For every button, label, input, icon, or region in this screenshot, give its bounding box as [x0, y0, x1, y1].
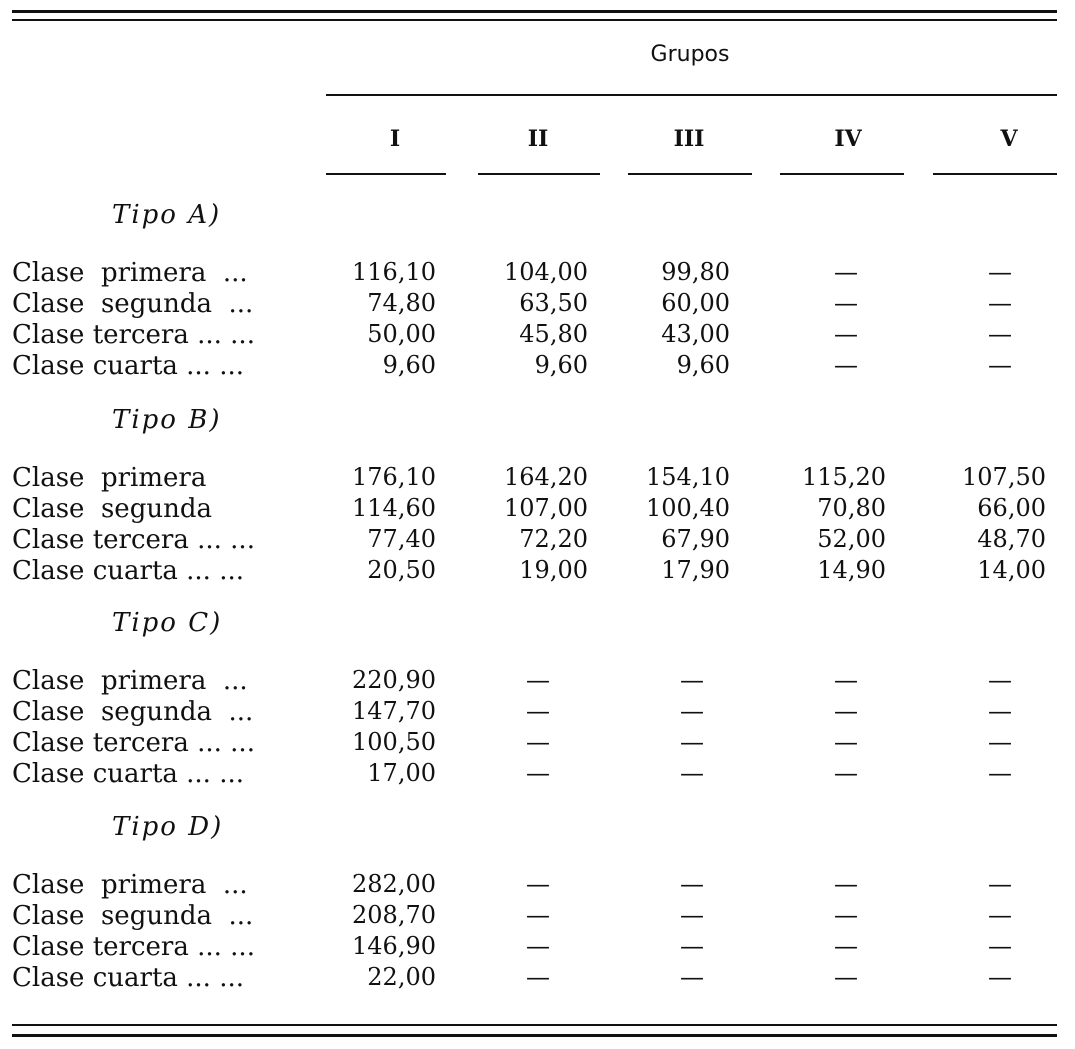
row-label: Clase segunda ...: [12, 697, 254, 727]
row-label: Clase segunda ...: [12, 289, 254, 319]
cell-group-v: —: [988, 932, 1012, 960]
cell-group-v: —: [988, 351, 1012, 379]
row-label: Clase cuarta ... ...: [12, 759, 245, 789]
cell-group-iv: 115,20: [802, 463, 886, 491]
table-row: [0, 289, 1075, 319]
cell-group-iv: —: [834, 351, 858, 379]
cell-group-iii: —: [680, 963, 704, 991]
top-rule-thick: [12, 10, 1057, 13]
groups-header: Grupos: [650, 42, 730, 67]
cell-group-iii: 100,40: [646, 494, 730, 522]
table-row: [0, 728, 1075, 758]
cell-group-v: 107,50: [962, 463, 1046, 491]
column-header-i: I: [389, 126, 401, 152]
groups-span-rule: [326, 94, 1057, 96]
table-row: [0, 258, 1075, 288]
column-rule-iii: [628, 173, 752, 175]
cell-group-v: —: [988, 759, 1012, 787]
cell-group-i: 147,70: [352, 697, 436, 725]
cell-group-v: —: [988, 289, 1012, 317]
cell-group-i: 22,00: [367, 963, 436, 991]
cell-group-v: —: [988, 258, 1012, 286]
column-rule-ii: [478, 173, 600, 175]
cell-group-iv: —: [834, 728, 858, 756]
cell-group-iv: 70,80: [817, 494, 886, 522]
column-header-iii: III: [673, 126, 705, 152]
table-row: [0, 351, 1075, 381]
cell-group-iii: —: [680, 759, 704, 787]
cell-group-ii: 19,00: [519, 556, 588, 584]
cell-group-ii: 63,50: [519, 289, 588, 317]
row-label: Clase primera ...: [12, 258, 248, 288]
section-title: Tipo B): [112, 405, 222, 435]
cell-group-ii: —: [526, 666, 550, 694]
cell-group-iv: 52,00: [817, 525, 886, 553]
table-row: [0, 556, 1075, 586]
row-label: Clase primera ...: [12, 870, 248, 900]
cell-group-iii: 9,60: [676, 351, 730, 379]
cell-group-i: 282,00: [352, 870, 436, 898]
table-row: [0, 901, 1075, 931]
table-row: [0, 932, 1075, 962]
cell-group-i: 100,50: [352, 728, 436, 756]
cell-group-iii: 17,90: [661, 556, 730, 584]
row-label: Clase tercera ... ...: [12, 525, 255, 555]
cell-group-iv: —: [834, 963, 858, 991]
cell-group-ii: —: [526, 932, 550, 960]
row-label: Clase cuarta ... ...: [12, 556, 245, 586]
cell-group-iv: —: [834, 870, 858, 898]
cell-group-i: 114,60: [352, 494, 436, 522]
cell-group-ii: —: [526, 870, 550, 898]
row-label: Clase primera ...: [12, 666, 248, 696]
table-row: [0, 759, 1075, 789]
table-row: [0, 870, 1075, 900]
cell-group-ii: —: [526, 963, 550, 991]
cell-group-v: —: [988, 320, 1012, 348]
cell-group-iii: —: [680, 697, 704, 725]
cell-group-iv: —: [834, 666, 858, 694]
cell-group-v: 14,00: [977, 556, 1046, 584]
cell-group-iii: —: [680, 870, 704, 898]
cell-group-ii: 72,20: [519, 525, 588, 553]
cell-group-ii: 164,20: [504, 463, 588, 491]
section-title: Tipo C): [112, 608, 223, 638]
cell-group-iii: 154,10: [646, 463, 730, 491]
cell-group-ii: 107,00: [504, 494, 588, 522]
cell-group-v: —: [988, 901, 1012, 929]
cell-group-iii: 99,80: [661, 258, 730, 286]
table-row: [0, 697, 1075, 727]
column-rule-iv: [780, 173, 904, 175]
row-label: Clase tercera ... ...: [12, 932, 255, 962]
cell-group-iv: 14,90: [817, 556, 886, 584]
table-row: [0, 494, 1075, 524]
cell-group-i: 77,40: [367, 525, 436, 553]
row-label: Clase cuarta ... ...: [12, 963, 245, 993]
top-rule-thin: [12, 19, 1057, 21]
cell-group-v: —: [988, 963, 1012, 991]
cell-group-i: 50,00: [367, 320, 436, 348]
cell-group-iii: —: [680, 728, 704, 756]
row-label: Clase segunda ...: [12, 901, 254, 931]
cell-group-v: 48,70: [977, 525, 1046, 553]
cell-group-i: 17,00: [367, 759, 436, 787]
cell-group-iv: —: [834, 697, 858, 725]
cell-group-iv: —: [834, 258, 858, 286]
cell-group-i: 146,90: [352, 932, 436, 960]
cell-group-ii: 45,80: [519, 320, 588, 348]
section-title: Tipo D): [112, 812, 224, 842]
column-header-iv: IV: [834, 126, 862, 152]
cell-group-iv: —: [834, 320, 858, 348]
cell-group-ii: —: [526, 901, 550, 929]
section-title: Tipo A): [112, 200, 222, 230]
cell-group-i: 220,90: [352, 666, 436, 694]
cell-group-i: 20,50: [367, 556, 436, 584]
cell-group-iii: —: [680, 666, 704, 694]
cell-group-iii: —: [680, 901, 704, 929]
cell-group-v: —: [988, 870, 1012, 898]
cell-group-iii: 60,00: [661, 289, 730, 317]
cell-group-i: 208,70: [352, 901, 436, 929]
row-label: Clase cuarta ... ...: [12, 351, 245, 381]
row-label: Clase primera: [12, 463, 207, 493]
cell-group-iii: 43,00: [661, 320, 730, 348]
table-row: [0, 463, 1075, 493]
cell-group-i: 176,10: [352, 463, 436, 491]
bottom-rule-thick: [12, 1034, 1057, 1037]
cell-group-iv: —: [834, 289, 858, 317]
column-rule-i: [326, 173, 446, 175]
table-row: [0, 525, 1075, 555]
cell-group-iv: —: [834, 901, 858, 929]
cell-group-i: 74,80: [367, 289, 436, 317]
row-label: Clase segunda: [12, 494, 212, 524]
row-label: Clase tercera ... ...: [12, 728, 255, 758]
column-header-ii: II: [527, 126, 549, 152]
table-row: [0, 320, 1075, 350]
column-rule-v: [933, 173, 1057, 175]
bottom-rule-thin: [12, 1024, 1057, 1026]
cell-group-i: 116,10: [352, 258, 436, 286]
cell-group-i: 9,60: [382, 351, 436, 379]
cell-group-ii: 9,60: [534, 351, 588, 379]
cell-group-iv: —: [834, 759, 858, 787]
column-header-v: V: [1000, 126, 1018, 152]
table-row: [0, 963, 1075, 993]
cell-group-ii: —: [526, 759, 550, 787]
cell-group-ii: —: [526, 728, 550, 756]
cell-group-iii: —: [680, 932, 704, 960]
cell-group-v: 66,00: [977, 494, 1046, 522]
table-row: [0, 666, 1075, 696]
cell-group-ii: —: [526, 697, 550, 725]
cell-group-v: —: [988, 728, 1012, 756]
cell-group-iii: 67,90: [661, 525, 730, 553]
cell-group-v: —: [988, 666, 1012, 694]
row-label: Clase tercera ... ...: [12, 320, 255, 350]
cell-group-ii: 104,00: [504, 258, 588, 286]
cell-group-iv: —: [834, 932, 858, 960]
cell-group-v: —: [988, 697, 1012, 725]
